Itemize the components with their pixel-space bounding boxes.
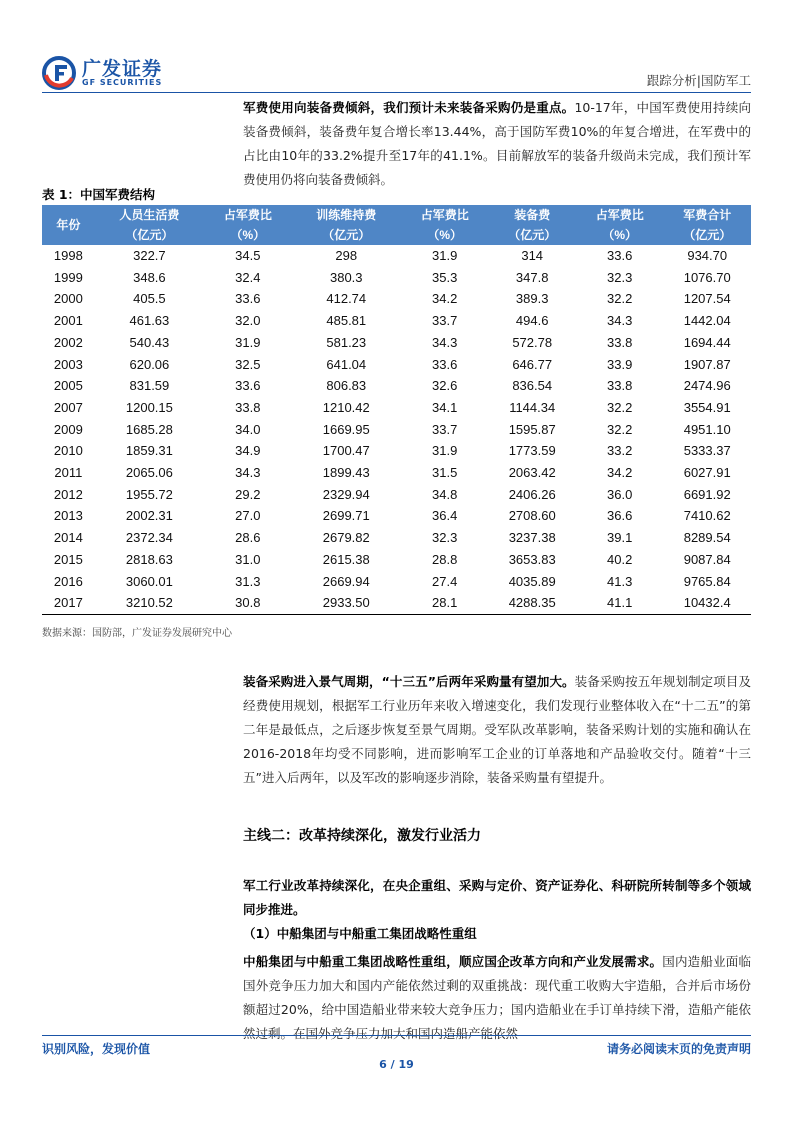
value-cell: 4951.10 xyxy=(683,421,731,437)
header-divider xyxy=(42,92,751,93)
value-cell: 2329.94 xyxy=(322,486,370,502)
value-cell: 3653.83 xyxy=(508,551,556,567)
value-cell: 831.59 xyxy=(129,378,170,394)
column-header xyxy=(42,205,95,245)
table-row xyxy=(42,592,751,614)
value-cell: 32.3 xyxy=(432,530,458,546)
column-header-line: 年份 xyxy=(56,218,81,232)
value-cell: 2063.42 xyxy=(508,465,556,481)
column-header-line: 军费合计 xyxy=(683,208,732,222)
paragraph-lead: 军工行业改革持续深化，在央企重组、采购与定价、资产证券化、科研院所转制等多个领域同步推进。 xyxy=(243,878,751,917)
value-cell: 7410.62 xyxy=(683,508,731,524)
value-cell: 1210.42 xyxy=(322,399,370,415)
column-header xyxy=(204,205,292,245)
value-cell: 33.6 xyxy=(235,378,261,394)
value-cell: 4035.89 xyxy=(508,573,556,589)
column-header xyxy=(401,205,489,245)
value-cell: 540.43 xyxy=(129,334,170,350)
value-cell: 2474.96 xyxy=(683,378,731,394)
table-caption: 表 1：中国军费结构 xyxy=(42,187,156,202)
column-header-line: 占军费比 xyxy=(595,208,644,222)
value-cell: 298 xyxy=(335,248,358,263)
military-budget-table xyxy=(42,205,751,615)
value-cell: 40.2 xyxy=(607,551,633,567)
value-cell: 3554.91 xyxy=(683,399,731,415)
value-cell: 6027.91 xyxy=(683,465,731,481)
value-cell: 2065.06 xyxy=(125,465,173,481)
value-cell: 314 xyxy=(521,248,544,263)
year-cell: 2009 xyxy=(53,421,83,437)
paragraph-lead: 军费使用向装备费倾斜，我们预计未来装备采购仍是重点。 xyxy=(243,100,575,115)
year-cell: 1998 xyxy=(53,248,83,263)
value-cell: 641.04 xyxy=(326,356,367,372)
value-cell: 34.3 xyxy=(235,465,261,481)
value-cell: 572.78 xyxy=(512,334,553,350)
value-cell: 2669.94 xyxy=(322,573,370,589)
column-header-line: 占军费比 xyxy=(420,208,469,222)
value-cell: 2406.26 xyxy=(508,486,556,502)
value-cell: 1669.95 xyxy=(322,421,370,437)
value-cell: 1907.87 xyxy=(683,356,731,372)
paragraph-reform xyxy=(243,874,751,922)
value-cell: 1859.31 xyxy=(125,443,173,459)
value-cell: 2933.50 xyxy=(292,592,401,614)
column-header-line: （亿元） xyxy=(125,228,174,242)
value-cell: 33.7 xyxy=(432,421,458,437)
value-cell: 1595.87 xyxy=(508,421,556,437)
value-cell: 36.6 xyxy=(607,508,633,524)
value-cell: 28.8 xyxy=(432,551,458,567)
value-cell: 1685.28 xyxy=(125,421,173,437)
value-cell: 33.2 xyxy=(607,443,633,459)
value-cell: 32.2 xyxy=(607,421,633,437)
value-cell: 33.9 xyxy=(607,356,633,372)
table-row xyxy=(42,462,751,484)
report-category: 跟踪分析|国防军工 xyxy=(646,73,751,88)
column-header-line: 装备费 xyxy=(514,208,551,222)
value-cell: 41.1 xyxy=(576,592,664,614)
column-header xyxy=(292,205,401,245)
paragraph-equipment-spending xyxy=(243,96,751,192)
value-cell: 34.3 xyxy=(607,313,633,329)
column-header-line: （亿元） xyxy=(683,228,732,242)
table-row xyxy=(42,527,751,549)
value-cell: 3210.52 xyxy=(95,592,204,614)
value-cell: 2679.82 xyxy=(322,530,370,546)
column-header-line: （%） xyxy=(602,228,638,242)
column-header-line: （%） xyxy=(427,228,463,242)
table-row xyxy=(42,571,751,593)
value-cell: 33.6 xyxy=(235,291,261,307)
value-cell: 32.3 xyxy=(607,269,633,285)
value-cell: 412.74 xyxy=(326,291,367,307)
value-cell: 10432.4 xyxy=(663,592,751,614)
year-cell: 2002 xyxy=(53,334,83,350)
value-cell: 33.8 xyxy=(235,399,261,415)
company-logo xyxy=(42,56,192,90)
value-cell: 41.3 xyxy=(607,573,633,589)
value-cell: 646.77 xyxy=(512,356,553,372)
column-header-line: 人员生活费 xyxy=(119,208,180,222)
value-cell: 2699.71 xyxy=(322,508,370,524)
value-cell: 32.2 xyxy=(607,399,633,415)
value-cell: 9087.84 xyxy=(683,551,731,567)
paragraph-lead: 中船集团与中船重工集团战略性重组，顺应国企改革方向和产业发展需求。 xyxy=(243,954,663,969)
gf-logo-icon xyxy=(42,56,76,90)
table-row xyxy=(42,267,751,289)
year-cell: 1999 xyxy=(53,269,83,285)
year-cell: 2010 xyxy=(53,443,83,459)
table-source: 数据来源：国防部，广发证券发展研究中心 xyxy=(42,628,232,639)
value-cell: 1207.54 xyxy=(683,291,731,307)
value-cell: 806.83 xyxy=(326,378,367,394)
column-header xyxy=(488,205,576,245)
table-row xyxy=(42,484,751,506)
value-cell: 33.6 xyxy=(432,356,458,372)
value-cell: 620.06 xyxy=(129,356,170,372)
column-header-line: 训练维持费 xyxy=(316,208,377,222)
value-cell: 3237.38 xyxy=(508,530,556,546)
value-cell: 5333.37 xyxy=(683,443,731,459)
value-cell: 31.0 xyxy=(235,551,261,567)
value-cell: 2002.31 xyxy=(125,508,173,524)
value-cell: 2708.60 xyxy=(508,508,556,524)
value-cell: 32.5 xyxy=(235,356,261,372)
value-cell: 389.3 xyxy=(515,291,549,307)
value-cell: 33.6 xyxy=(607,248,633,263)
value-cell: 8289.54 xyxy=(683,530,731,546)
value-cell: 31.9 xyxy=(235,334,261,350)
value-cell: 494.6 xyxy=(515,313,549,329)
value-cell: 31.3 xyxy=(235,573,261,589)
value-cell: 4288.35 xyxy=(488,592,576,614)
logo-text-en: GF SECURITIES xyxy=(82,78,163,87)
column-header-line: 占军费比 xyxy=(223,208,272,222)
year-cell: 2000 xyxy=(53,291,83,307)
year-cell: 2012 xyxy=(53,486,83,502)
value-cell: 34.2 xyxy=(607,465,633,481)
value-cell: 2818.63 xyxy=(125,551,173,567)
value-cell: 1899.43 xyxy=(322,465,370,481)
value-cell: 31.5 xyxy=(432,465,458,481)
value-cell: 485.81 xyxy=(326,313,367,329)
value-cell: 34.2 xyxy=(432,291,458,307)
value-cell: 461.63 xyxy=(129,313,170,329)
table-row xyxy=(42,310,751,332)
value-cell: 1773.59 xyxy=(508,443,556,459)
value-cell: 1442.04 xyxy=(683,313,731,329)
value-cell: 36.4 xyxy=(432,508,458,524)
paragraph-shipbuilding xyxy=(243,950,751,1046)
value-cell: 29.2 xyxy=(235,486,261,502)
year-cell: 2001 xyxy=(53,313,83,329)
table-header-row xyxy=(42,205,751,245)
value-cell: 3060.01 xyxy=(125,573,173,589)
column-header xyxy=(95,205,204,245)
value-cell: 32.4 xyxy=(235,269,261,285)
column-header-line: （%） xyxy=(230,228,266,242)
table-row xyxy=(42,332,751,354)
value-cell: 322.7 xyxy=(133,248,166,263)
year-cell: 2016 xyxy=(53,573,83,589)
value-cell: 934.70 xyxy=(687,248,728,263)
table-row xyxy=(42,375,751,397)
table-row xyxy=(42,419,751,441)
value-cell: 1200.15 xyxy=(125,399,173,415)
value-cell: 34.1 xyxy=(432,399,458,415)
paragraph-body: 国内造船业面临国外竞争压力加大和国内产能依然过剩的双重挑战：现代重工收购大宇造船，合并后市场份额超过20%，给中国造船业带来较大竞争压力；国内造船业在手订单持续下滑，造船产能依然过剩。在国外竞争压力加大和国内造船产能依然 xyxy=(243,954,751,1041)
table-row xyxy=(42,245,751,267)
table-row xyxy=(42,288,751,310)
paragraph-body: 10-17年，中国军费使用持续向装备费倾斜，装备费年复合增长率13.44%，高于国防军费10%的年复合增进，在军费中的占比由10年的33.2%提升至17年的41.1%。目前解放军的装备升级尚未完成，我们预计军费使用仍将向装备费倾斜。 xyxy=(243,100,751,187)
value-cell: 380.3 xyxy=(329,269,363,285)
column-header-line: （亿元） xyxy=(508,228,557,242)
year-cell: 2003 xyxy=(53,356,83,372)
logo-text-cn: 广发证券 xyxy=(82,58,163,80)
value-cell: 1144.34 xyxy=(509,399,556,415)
table-body xyxy=(42,245,751,614)
subsection-heading: （1）中船集团与中船重工集团战略性重组 xyxy=(243,926,477,941)
value-cell: 32.6 xyxy=(432,378,458,394)
year-cell: 2017 xyxy=(42,592,95,614)
paragraph-body: 装备采购按五年规划制定项目及经费使用规划，根据军工行业历年来收入增速变化，我们发现行业整体收入在“十二五”的第二年是最低点，之后逐步恢复至景气周期。受军队改革影响，装备采购计划的实施和确认在2016-2018年均受不同影响，进而影响军工企业的订单落地和产品验收交付。随着“十三五”进入后两年，以及军改的影响逐步消除，装备采购量有望提升。 xyxy=(243,674,751,785)
value-cell: 2615.38 xyxy=(322,551,370,567)
value-cell: 32.2 xyxy=(607,291,633,307)
value-cell: 6691.92 xyxy=(683,486,731,502)
column-header xyxy=(576,205,664,245)
value-cell: 34.3 xyxy=(432,334,458,350)
value-cell: 34.5 xyxy=(235,248,261,263)
paragraph-lead: 装备采购进入景气周期，“十三五”后两年采购量有望加大。 xyxy=(243,674,575,689)
page-number: 6 / 19 xyxy=(379,1058,414,1071)
section-heading: 主线二：改革持续深化，激发行业活力 xyxy=(243,828,481,844)
footer-disclaimer-link[interactable]: 请务必阅读末页的免责声明 xyxy=(606,1042,751,1056)
value-cell: 27.0 xyxy=(235,508,261,524)
value-cell: 836.54 xyxy=(512,378,553,394)
value-cell: 33.8 xyxy=(607,378,633,394)
value-cell: 33.8 xyxy=(607,334,633,350)
value-cell: 9765.84 xyxy=(683,573,731,589)
value-cell: 1700.47 xyxy=(322,443,370,459)
year-cell: 2007 xyxy=(53,399,83,415)
table-row xyxy=(42,397,751,419)
value-cell: 34.9 xyxy=(235,443,261,459)
value-cell: 27.4 xyxy=(432,573,458,589)
year-cell: 2015 xyxy=(53,551,83,567)
value-cell: 1694.44 xyxy=(683,334,731,350)
value-cell: 34.0 xyxy=(235,421,261,437)
paragraph-procurement-cycle xyxy=(243,670,751,790)
value-cell: 31.9 xyxy=(432,248,458,263)
year-cell: 2011 xyxy=(54,465,83,481)
footer-divider xyxy=(42,1035,751,1036)
value-cell: 28.6 xyxy=(235,530,261,546)
value-cell: 1076.70 xyxy=(683,269,731,285)
year-cell: 2014 xyxy=(53,530,83,546)
value-cell: 39.1 xyxy=(607,530,633,546)
table-row xyxy=(42,549,751,571)
value-cell: 405.5 xyxy=(133,291,166,307)
value-cell: 348.6 xyxy=(133,269,166,285)
value-cell: 35.3 xyxy=(432,269,458,285)
year-cell: 2013 xyxy=(53,508,83,524)
column-header-line: （亿元） xyxy=(322,228,371,242)
table-row xyxy=(42,354,751,376)
value-cell: 33.7 xyxy=(432,313,458,329)
footer-slogan: 识别风险，发现价值 xyxy=(42,1042,151,1056)
value-cell: 347.8 xyxy=(515,269,549,285)
value-cell: 30.8 xyxy=(204,592,292,614)
value-cell: 1955.72 xyxy=(125,486,173,502)
value-cell: 581.23 xyxy=(326,334,367,350)
year-cell: 2005 xyxy=(53,378,83,394)
value-cell: 36.0 xyxy=(607,486,633,502)
column-header xyxy=(663,205,751,245)
table-row xyxy=(42,505,751,527)
value-cell: 2372.34 xyxy=(125,530,173,546)
table-row xyxy=(42,440,751,462)
value-cell: 32.0 xyxy=(235,313,261,329)
value-cell: 31.9 xyxy=(432,443,458,459)
value-cell: 34.8 xyxy=(432,486,458,502)
value-cell: 28.1 xyxy=(401,592,489,614)
